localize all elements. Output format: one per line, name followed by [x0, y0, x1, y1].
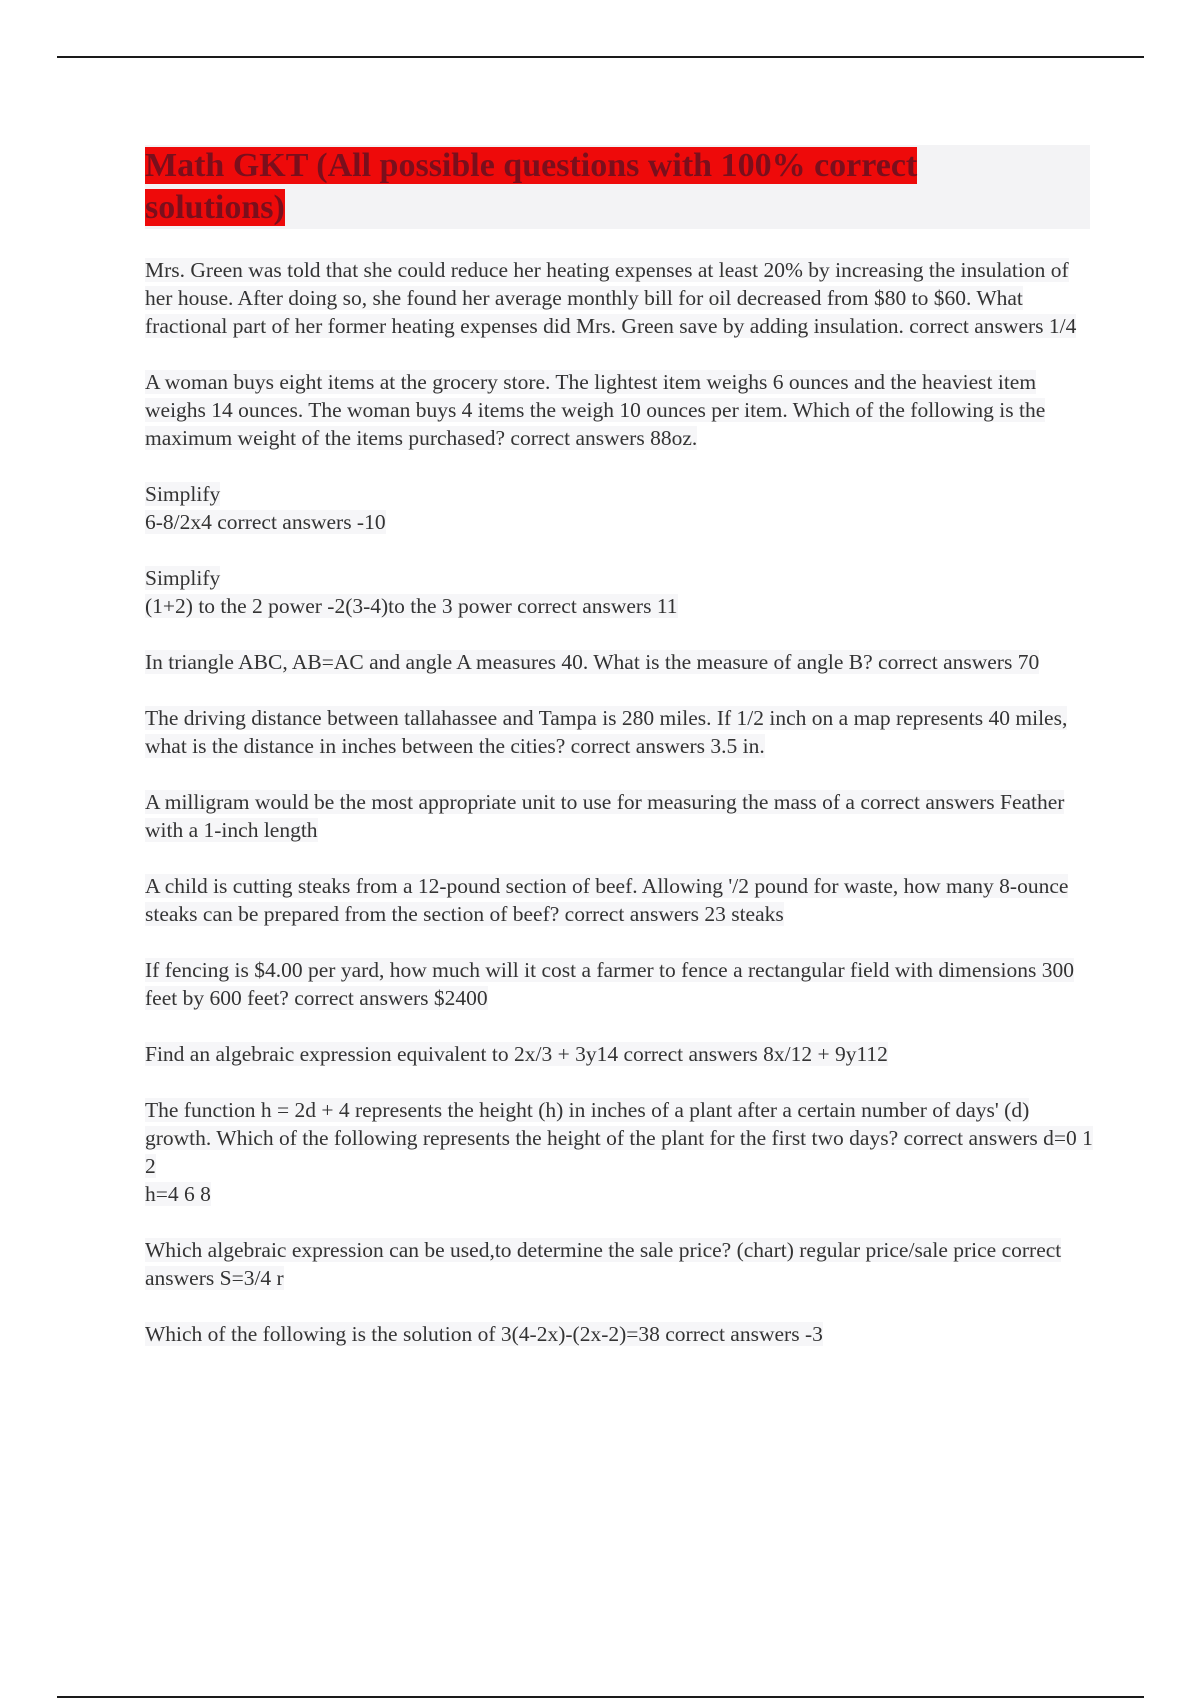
- header-rule: [57, 56, 1144, 58]
- question-answer-item: [145, 648, 1095, 676]
- qa-line: [145, 956, 1095, 1012]
- footer-rule: [57, 1696, 1144, 1698]
- qa-line-text: In triangle ABC, AB=AC and angle A measures 40. What is the measure of angle B? correct answers 70: [145, 650, 1040, 674]
- question-answer-item: [145, 788, 1095, 844]
- question-answer-item: [145, 368, 1095, 452]
- qa-line-text: A woman buys eight items at the grocery store. The lightest item weighs 6 ounces and the heaviest item weighs 14 ounces. The woman buys 4 items the weigh 10 ounces per item. Which of the following is the maximum weight of the items purchased? correct answers 88oz.: [145, 370, 1046, 450]
- qa-line-text: (1+2) to the 2 power -2(3-4)to the 3 power correct answers 11: [145, 594, 678, 618]
- qa-line-text: Which algebraic expression can be used,to determine the sale price? (chart) regular price/sale price correct answers S=3/4 r: [145, 1238, 1062, 1290]
- qa-line-text: A child is cutting steaks from a 12-pound section of beef. Allowing '/2 pound for waste, how many 8-ounce steaks can be prepared from the section of beef? correct answers 23 steaks: [145, 874, 1069, 926]
- qa-line-text: h=4 6 8: [145, 1182, 211, 1206]
- qa-line-text: Mrs. Green was told that she could reduce her heating expenses at least 20% by increasing the insulation of her house. After doing so, she found her average monthly bill for oil decreased from $80 to $60. What fractional part of her former heating expenses did Mrs. Green save by adding insulation. correct answers 1/4: [145, 258, 1077, 338]
- qa-line: [145, 1180, 1095, 1208]
- question-answer-item: [145, 956, 1095, 1012]
- qa-line: [145, 368, 1095, 452]
- qa-line: [145, 788, 1095, 844]
- qa-line-text: The driving distance between tallahassee and Tampa is 280 miles. If 1/2 inch on a map represents 40 miles, what is the distance in inches between the cities? correct answers 3.5 in.: [145, 706, 1068, 758]
- qa-line: [145, 592, 1095, 620]
- qa-line: [145, 704, 1095, 760]
- qa-line-text: Simplify: [145, 566, 221, 590]
- document-title: [145, 145, 975, 229]
- qa-line: [145, 508, 1095, 536]
- question-answer-item: [145, 480, 1095, 536]
- title-band: [145, 145, 1090, 229]
- question-answer-item: [145, 564, 1095, 620]
- qa-line: [145, 1040, 1095, 1068]
- question-answer-item: [145, 1236, 1095, 1292]
- question-answer-item: [145, 1040, 1095, 1068]
- qa-line-text: Which of the following is the solution of 3(4-2x)-(2x-2)=38 correct answers -3: [145, 1322, 823, 1346]
- qa-list: [145, 256, 1095, 1376]
- qa-line: [145, 564, 1095, 592]
- qa-line: [145, 872, 1095, 928]
- qa-line-text: A milligram would be the most appropriate unit to use for measuring the mass of a correct answers Feather with a 1-inch length: [145, 790, 1065, 842]
- document-title-text: Math GKT (All possible questions with 100% correct solutions): [145, 147, 918, 226]
- qa-line: [145, 648, 1095, 676]
- qa-line: [145, 480, 1095, 508]
- question-answer-item: [145, 256, 1095, 340]
- question-answer-item: [145, 1320, 1095, 1348]
- qa-line: [145, 1096, 1095, 1180]
- qa-line-text: 6-8/2x4 correct answers -10: [145, 510, 386, 534]
- question-answer-item: [145, 1096, 1095, 1208]
- question-answer-item: [145, 872, 1095, 928]
- qa-line: [145, 1320, 1095, 1348]
- qa-line-text: Find an algebraic expression equivalent to 2x/3 + 3y14 correct answers 8x/12 + 9y112: [145, 1042, 888, 1066]
- qa-line: [145, 256, 1095, 340]
- qa-line-text: If fencing is $4.00 per yard, how much will it cost a farmer to fence a rectangular field with dimensions 300 feet by 600 feet? correct answers $2400: [145, 958, 1074, 1010]
- question-answer-item: [145, 704, 1095, 760]
- qa-line-text: Simplify: [145, 482, 221, 506]
- qa-line-text: The function h = 2d + 4 represents the height (h) in inches of a plant after a certain number of days' (d) growth. Which of the following represents the height of the plant for the first two days? correct answers d=0 1 2: [145, 1098, 1093, 1178]
- qa-line: [145, 1236, 1095, 1292]
